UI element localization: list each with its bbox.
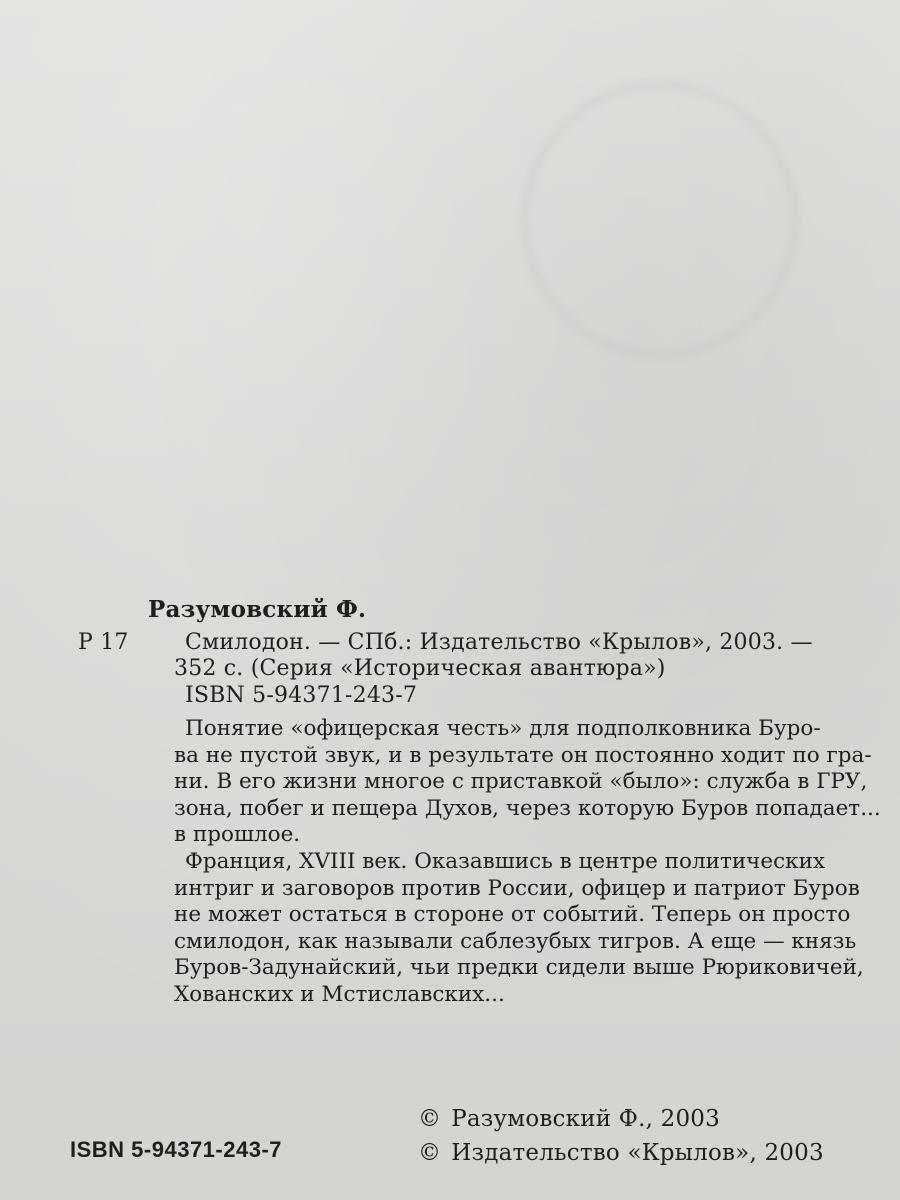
annotation-line: Франция, XVIII век. Оказавшись в центре политических — [185, 848, 826, 874]
annotation-line: интриг и заговоров против России, офицер и патриот Буров — [174, 875, 860, 901]
copyright-author-text: Разумовский Ф., 2003 — [451, 1106, 720, 1132]
annotation-line: смилодон, как называли саблезубых тигров. А еще — князь — [174, 928, 857, 954]
copyright-publisher — [418, 1139, 824, 1167]
copyright-icon: © — [418, 1140, 442, 1166]
copyright-publisher-text: Издательство «Крылов», 2003 — [451, 1140, 824, 1166]
show-through-shadow — [520, 80, 800, 360]
annotation-line: ни. В его жизни многое с приставкой «было»: служба в ГРУ, — [174, 769, 868, 795]
annotation-line: Понятие «офицерская честь» для подполковника Буро- — [185, 716, 821, 741]
annotation-line: Буров-Задунайский, чьи предки сидели выше Рюриковичей, — [174, 955, 864, 981]
bibliographic-line-title: Смилодон. — СПб.: Издательство «Крылов», 2003. — — [185, 630, 813, 655]
author-name: Разумовский Ф. — [148, 596, 367, 623]
isbn-footer: ISBN 5-94371-243-7 — [70, 1137, 283, 1162]
bibliographic-line-isbn: ISBN 5-94371-243-7 — [185, 683, 418, 708]
annotation-line: в прошлое. — [174, 822, 301, 848]
book-annotation — [174, 716, 881, 1009]
library-index-code: Р 17 — [78, 630, 129, 655]
annotation-line: Хованских и Мстиславских... — [174, 981, 505, 1007]
annotation-line: не может остаться в стороне от событий. Теперь он просто — [174, 902, 851, 928]
copyright-author — [418, 1105, 720, 1133]
annotation-line: зона, побег и пещера Духов, через которую Буров попадает... — [174, 795, 881, 821]
bibliographic-line-series: 352 с. (Серия «Историческая авантюра») — [174, 656, 666, 681]
copyright-icon: © — [418, 1106, 442, 1132]
annotation-line: ва не пустой звук, и в результате он постоянно ходит по гра- — [174, 742, 872, 768]
